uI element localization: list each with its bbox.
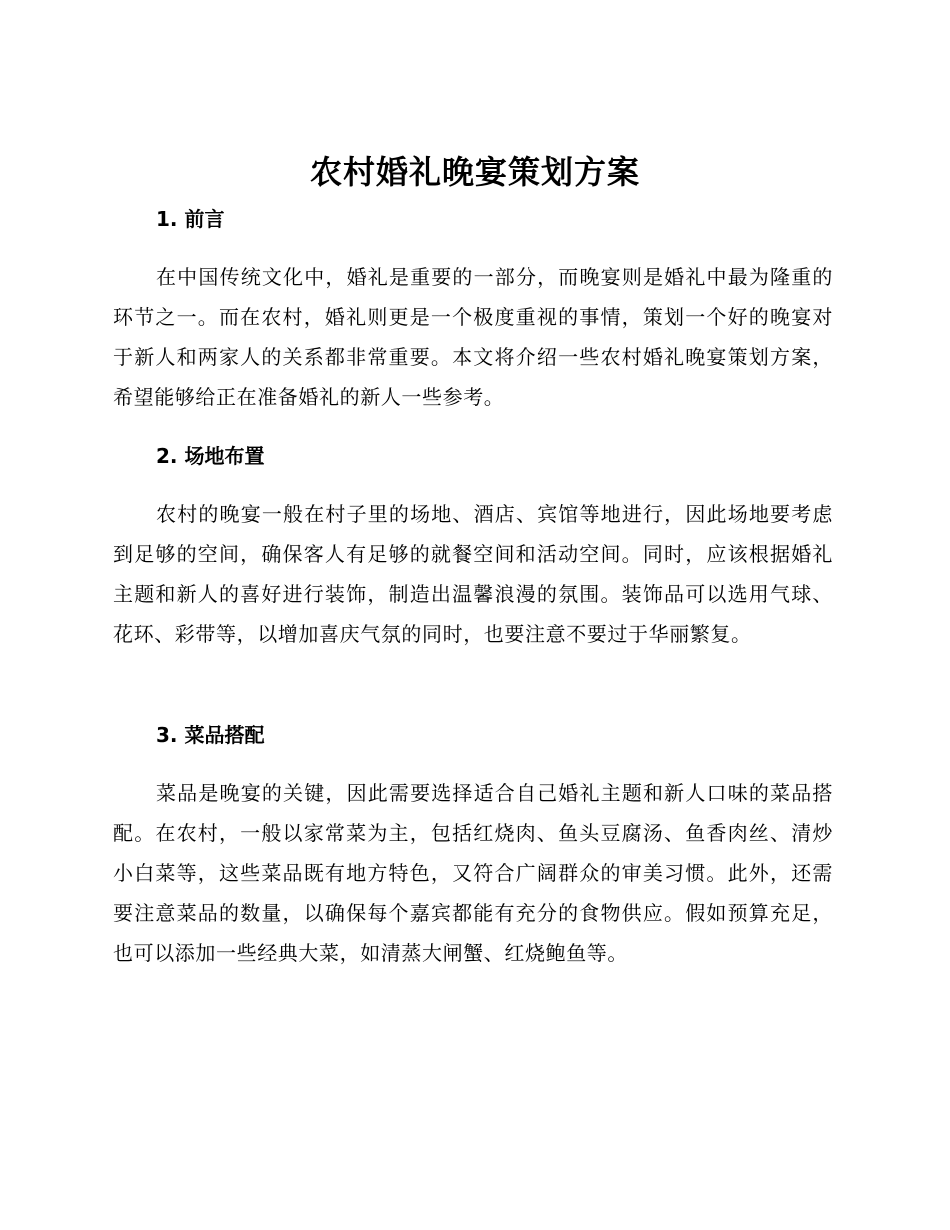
section-paragraph: 菜品是晚宴的关键，因此需要选择适合自己婚礼主题和新人口味的菜品搭配。在农村，一般以家常菜为主，包括红烧肉、鱼头豆腐汤、鱼香肉丝、清炒小白菜等，这些菜品既有地方特色，又符合广阔群众的审美习惯。此外，还需要注意菜品的数量，以确保每个嘉宾都能有充分的食物供应。假如预算充足，也可以添加一些经典大菜，如清蒸大闸蟹、红烧鲍鱼等。 <box>113 781 833 965</box>
section-venue-layout <box>113 442 833 654</box>
section-menu-pairing <box>113 721 833 973</box>
section-heading: 3. 菜品搭配 <box>156 723 265 747</box>
section-paragraph: 在中国传统文化中，婚礼是重要的一部分，而晚宴则是婚礼中最为隆重的环节之一。而在农村，婚礼则更是一个极度重视的事情，策划一个好的晚宴对于新人和两家人的关系都非常重要。本文将介绍一些农村婚礼晚宴策划方案，希望能够给正在准备婚礼的新人一些参考。 <box>113 265 833 409</box>
section-heading: 2. 场地布置 <box>156 444 265 468</box>
section-preface <box>113 205 833 417</box>
section-paragraph: 农村的晚宴一般在村子里的场地、酒店、宾馆等地进行，因此场地要考虑到足够的空间，确保客人有足够的就餐空间和活动空间。同时，应该根据婚礼主题和新人的喜好进行装饰，制造出温馨浪漫的氛围。装饰品可以选用气球、花环、彩带等，以增加喜庆气氛的同时，也要注意不要过于华丽繁复。 <box>113 502 833 646</box>
document-title: 农村婚礼晚宴策划方案 <box>309 153 640 191</box>
section-heading: 1. 前言 <box>156 207 225 231</box>
